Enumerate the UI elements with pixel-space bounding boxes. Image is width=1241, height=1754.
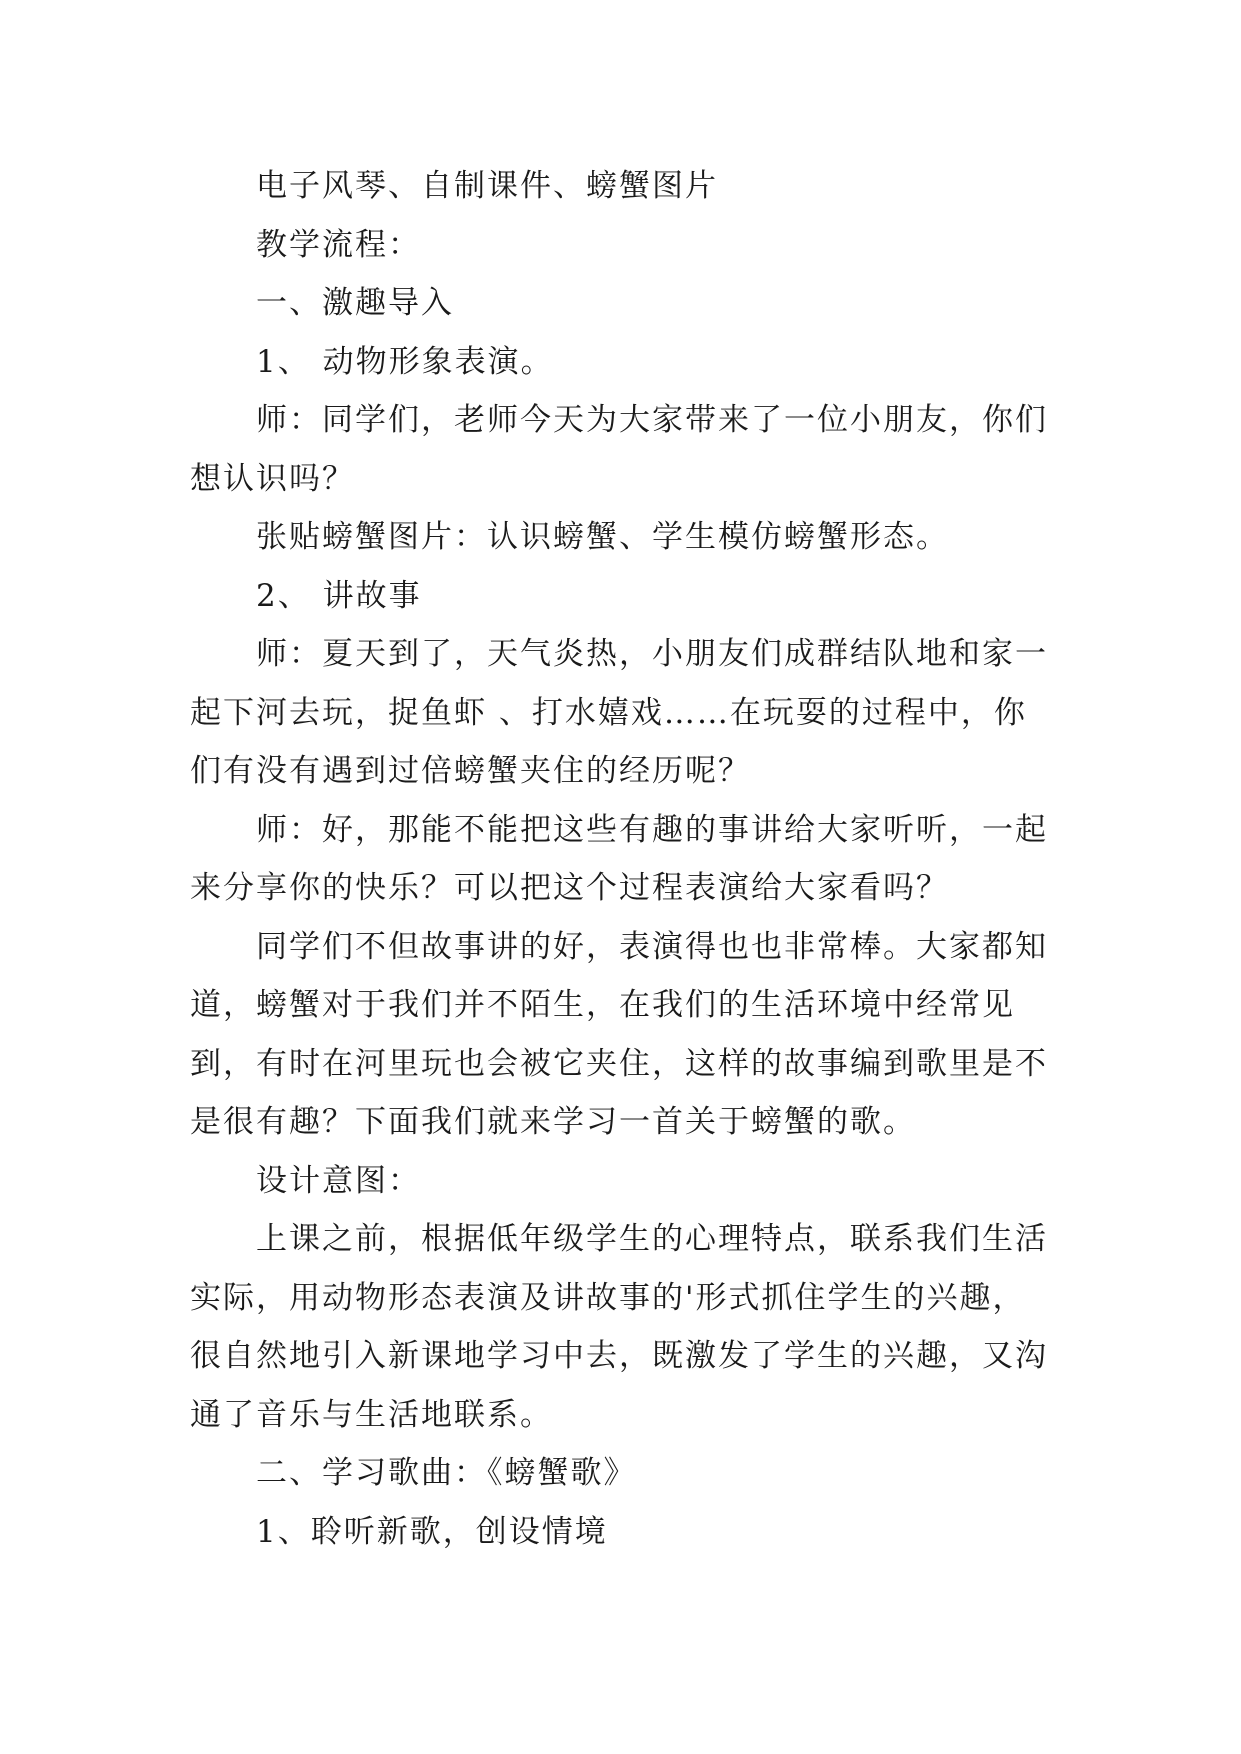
- heading-section-2: 二、学习歌曲：《螃蟹歌》: [256, 1455, 637, 1491]
- paragraph-materials: 电子风琴、自制课件、螃蟹图片: [256, 168, 718, 204]
- heading-section-1: 一、激趣导入: [256, 285, 454, 321]
- paragraph-teacher-summer: 师：夏天到了，天气炎热，小朋友们成群结队地和家一起下河去玩，捉鱼虾 、打水嬉戏……在玩耍的过程中，你们有没有遇到过倍螃蟹夹住的经历呢？: [190, 636, 1048, 789]
- paragraph-teacher-intro: 师：同学们，老师今天为大家带来了一位小朋友，你们想认识吗？: [190, 402, 1048, 497]
- paragraph-students-story: 同学们不但故事讲的好，表演得也也非常棒。大家都知道，螃蟹对于我们并不陌生，在我们的生活环境中经常见到，有时在河里玩也会被它夹住，这样的故事编到歌里是不是很有趣？下面我们就来学习一首关于螃蟹的歌。: [190, 928, 1048, 1140]
- document-body: [190, 157, 1056, 1561]
- paragraph-crab-picture: 张贴螃蟹图片：认识螃蟹、学生模仿螃蟹形态。: [256, 519, 949, 555]
- paragraph-step-2: 2、 讲故事: [256, 577, 422, 614]
- paragraph-teacher-share: 师：好，那能不能把这些有趣的事讲给大家听听，一起来分享你的快乐？可以把这个过程表演给大家看吗？: [190, 811, 1048, 906]
- paragraph-step-1: 1、 动物形象表演。: [256, 343, 554, 380]
- paragraph-design-intent-label: 设计意图：: [256, 1162, 421, 1199]
- paragraph-design-intent: 上课之前，根据低年级学生的心理特点，联系我们生活实际，用动物形态表演及讲故事的'形式抓住学生的兴趣，很自然地引入新课地学习中去，既激发了学生的兴趣，又沟通了音乐与生活地联系。: [190, 1221, 1048, 1433]
- paragraph-listen-new-song: 1、聆听新歌，创设情境: [256, 1513, 608, 1550]
- paragraph-teaching-process: 教学流程：: [256, 226, 421, 263]
